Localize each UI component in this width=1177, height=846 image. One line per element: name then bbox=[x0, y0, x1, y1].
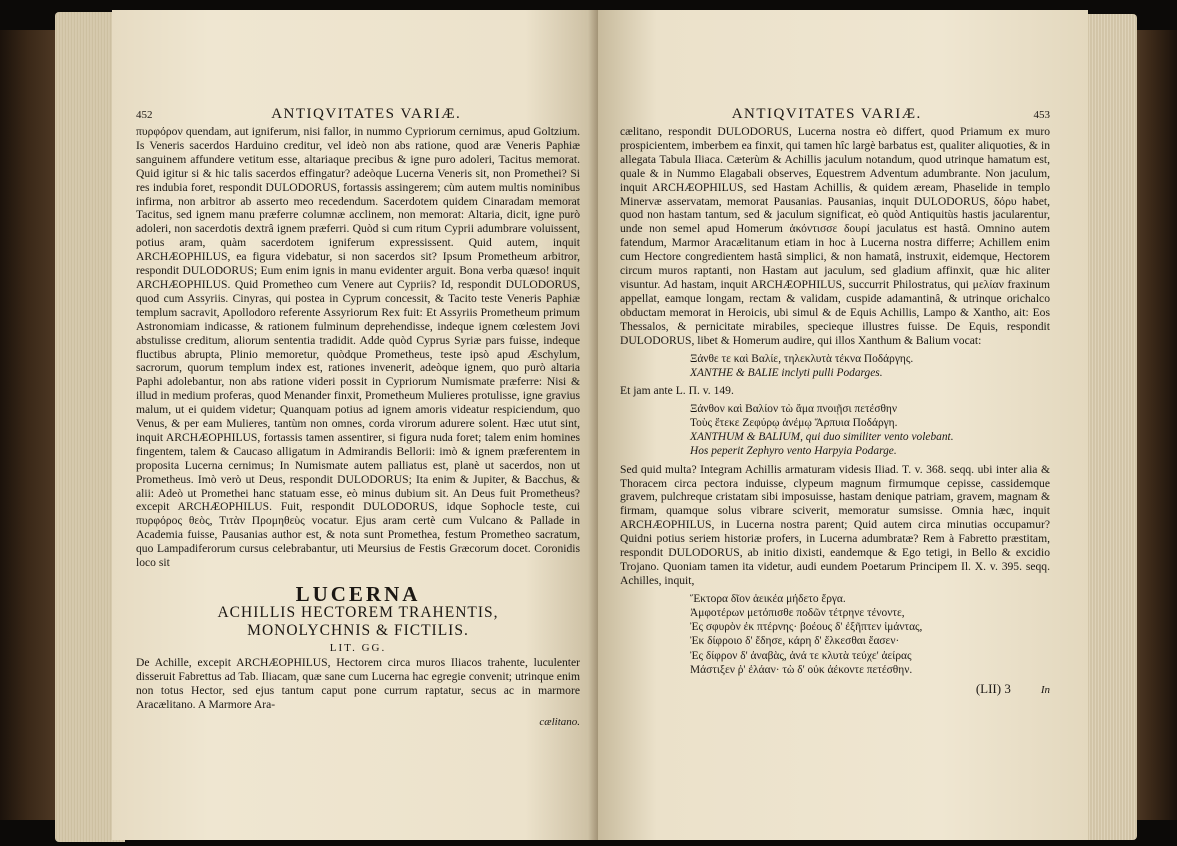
section-heading bbox=[136, 584, 580, 656]
verse-1-greek: Ξάνθε τε καὶ Βαλίε, τηλεκλυτὰ τέκνα Ποδάργης. bbox=[690, 352, 914, 365]
right-paragraph-1: cælitano, respondit DULODORUS, Lucerna nostra eò differt, quod Priamum ex muro prospicientem, imberbem ea finxit, qui tamen hîc largè barbatus est, qualiter aliquoties, & in allegata Tabula Iliaca. Cæterùm & Achillis jaculum notandum, quod utrinque hamatum est, quale & in Nummo Elagabali observes, Equestrem Adventum adumbrante. Non jaculum, inquit ARCHÆOPHILUS, sed Hastam Achillis, & quidem æream, Phaselide in templo Minervæ asservatam, memorat Pausanias. Pausanias, inquit DULODORUS, δόρυ habet, quod non hastam tantum, sed & jaculum significat, eò quòd Antiquitùs hastis jacularentur, unde non semel apud Homerum ἀκόντισσε δουρί jaculatus est hastâ. Omnino autem fatendum, Marmor Aracælitanum etiam in hoc à Lucerna nostra differre; Achillem enim cum Hectore congredientem hastâ simplici, & non hamatâ, instruxit, eidemque, Hectorem circum muros raptanti, non Hastam aut jaculum, sed gladium affinxit, quæ hic aliter visuntur. Ad hastam, inquit ARCHÆOPHILUS, succurrit Philostratus, qui μελίαν fraxinum appellat, eamque longam, rectam & validam, cuspide adamantinâ, & utrinque orichalco obductam memorat in Heroicis, ubi simul & de Equis Achillis, Lampo & Xantho, ait: Eos Thessalos, & pernicitate mirabiles, specieque illustres fuisse. De Equis, respondit DULODORUS, libet & Homerum audire, qui illos Xanthum & Balium vocat: bbox=[620, 125, 1050, 347]
heading-lit: LIT. GG. bbox=[329, 642, 387, 654]
right-running-title: ANTIQVITATES VARIÆ. bbox=[731, 106, 922, 122]
verse-2-greek-1: Ξάνθον καὶ Βαλίον τὼ ἅμα πνοιῇσι πετέσθην bbox=[690, 402, 898, 415]
left-catchword: cælitano. bbox=[539, 715, 580, 728]
left-running-head bbox=[136, 106, 580, 123]
right-paragraph-2: Sed quid multa? Integram Achillis armaturam videsis Iliad. T. v. 368. seqq. ubi inter alia & Thoracem circa pectora induisse, clypeum magnum firmumque cepisse, cassidemque gravem, pulchreque cristatam sibi imposuisse, hastam denique patriam, gravem, magnam & firmam, quamque solus vibrare sciverit, memoratur sumsisse. Omnia hæc, inquit ARCHÆOPHILUS, in Lucerna nostra parent; Quid autem circa minutias occupamur? Quidni potius seriem historiæ profers, in Lucerna adumbratæ? Rem à Fabretto præstitam, respondit DULODORUS, ab initio dixisti, eandemque & Ego tetigi, in Bello & excidio Trojano. Quoniam tamen ita videtur, audi eundem Poetarum Principem Il. X. v. 395. seqq. Achilles, inquit, bbox=[620, 462, 1050, 587]
right-page bbox=[598, 10, 1088, 840]
left-paragraph-1: πυρφόρον quendam, aut igniferum, nisi fallor, in nummo Cypriorum cernimus, apud Goltzium. Is Veneris sacerdos Harduino creditur, vel ideò non abs ratione, quod aræ Veneris Paphiæ sanguinem affundere vetitum esse, altariaque precibus & igne puro adoleri, Tacitus memorat. Quid igitur si & hic talis sacerdos effingatur? adeòque Lucerna Veneris sit, non Promethei? Si res indubia foret, respondit DULODORUS, fortassis assingerem; cùm autem multis nominibus infirma, non arbitror ab asserto meo recedendum. Sacerdotem quidem Cinaradam memorat Tacitus, sed ignem manu præferre columnæ acclinem, non memorat: Altaria, dicit, igne purò adoleri, non sacerdotis dextrâ ignem præferri. Quòd si cum ritum Cyprii adumbrare voluissent, potius aram, quàm sacerdotem igniferum expressissent. Quid autem, inquit ARCHÆOPHILUS, ea figura videbatur, si non sacerdos sit? Ipsum Prometheum arbitror, respondit DULODORUS; Eum enim ignis in manu evidenter arguit. Bona verba quæso! inquit ARCHÆOPHILUS. Quid Prometheo cum Venere aut Cypriis? Id, respondit DULODORUS, quod cum Assyriis. Cinyras, qui postea in Cyprum concessit, & Tacito teste Veneris Paphiæ templum sacravit, Apollodoro referente Assyriorum Rex fuit: Et Assyriis Prometheum primum Astronomiam indicasse, & rationem fulminum deprehendisse, indeque ignem cœlestem Jovi abstulisse creditum, aliorum sententia tradidit. Adde quòd Cyprus Syriæ pars fuisse, indeque fluctibus abrupta, Plinio memoretur, quòdque Prometheus, teste ipsò apud Æschylum, sacrorum, quorum templum index est, rationes invenerit, adeòque ignem, quo purò altaria Paphi adolebantur, non abs ratione videri possit in Cypriorum Numismate præferre: Nisi & illud in medium proferas, quod Menander finxit, Prometheum Mulieres protulisse, igne gravius malum, ut ei quidem videtur; Quanquam potius ad ignem amoris videatur respiciendum, quo Venus, & per eam Mulieres, tantùm non omnes, corda virorum adurere solent. Hæc utut sint, inquit ARCHÆOPHILUS, fortassis tamen assentirer, si figura nuda foret; talem enim homines fingentem, talem & Caucaso alligatum in Admirandis Bellorii: imò & ignem præferentem in proposita Lucerna cernimus; In Numismate autem palliatus est, planè ut sacerdos, non ut Prometheus. Imò verò ut Deus, respondit DULODORUS; Ita enim & Jupiter, & Bacchus, & alii: Adeò ut Promethei hanc statuam esse, eò minus dubium sit. An Deus fuit Prometheus? excepit ARCHÆOPHILUS. Fuit, respondit DULODORUS, idque Sophocle teste, cui πυρφόρος θεὸς, Τιτὰν Προμηθεὺς vocatur. Ejus aram certè cum Vulcano & Pallade in Academia fuisse, Pausanias author est, & nota sunt Promethea, festum Prometheo sacratum, quo Lampadiferorum cursus celebrabantur, uti Meursius de Festis Græcorum docet. Coronidis loco sit bbox=[136, 125, 580, 570]
greek-line: Ἀμφοτέρων μετόπισθε ποδῶν τέτρηνε τένοντε, bbox=[690, 606, 905, 619]
verse-block-2 bbox=[690, 402, 1050, 459]
signature-mark: (LII) 3 bbox=[975, 681, 1011, 696]
right-catchword: In bbox=[1040, 684, 1050, 696]
left-page bbox=[112, 10, 598, 840]
greek-line: Ἐκ δίφροιο δ' ἔδησε, κάρη δ' ἕλκεσθαι ἔασεν· bbox=[690, 635, 900, 648]
verse-2-latin-1: XANTHUM & BALIUM, qui duo similiter vento volebant. bbox=[690, 431, 954, 444]
citation-1: Et jam ante L. Π. v. 149. bbox=[620, 383, 734, 397]
verse-1-latin: XANTHE & BALIE inclyti pulli Podarges. bbox=[690, 366, 883, 379]
verse-2-latin-2: Hos peperit Zephyro vento Harpyia Podarge. bbox=[690, 445, 897, 458]
left-page-number: 452 bbox=[136, 109, 153, 121]
verse-2-greek-2: Τοὺς ἔτεκε Ζεφύρῳ ἀνέμῳ Ἅρπυια Ποδάργη. bbox=[690, 417, 898, 430]
left-running-title: ANTIQVITATES VARIÆ. bbox=[271, 106, 462, 122]
greek-quotation bbox=[690, 592, 1050, 677]
right-page-number: 453 bbox=[1033, 109, 1050, 121]
heading-lucerna: LUCERNA bbox=[295, 582, 421, 606]
greek-line: Ἕκτορα δῖον ἀεικέα μήδετο ἔργα. bbox=[690, 592, 846, 605]
greek-line: Ἐς δίφρον δ' ἀναβὰς, ἀνά τε κλυτὰ τεύχε' ἀείρας bbox=[690, 649, 912, 662]
greek-line: Ἐς σφυρὸν ἐκ πτέρνης· βοέους δ' ἐξῆπτεν ἱμάντας, bbox=[690, 621, 923, 634]
verse-block-1 bbox=[690, 352, 1050, 380]
greek-line: Μάστιξεν ῥ' ἐλάαν· τὼ δ' οὐκ ἀέκοντε πετέσθην. bbox=[690, 663, 913, 676]
heading-achillis: ACHILLIS HECTOREM TRAHENTIS, bbox=[217, 604, 499, 621]
left-paragraph-2: De Achille, excepit ARCHÆOPHILUS, Hectorem circa muros Iliacos trahente, luculenter disseruit Fabrettus ad Tab. Iliacam, quæ sane cum Lucerna hac egregie convenit; utrinque enim non totus Hector, sed ejus tantum caput pone currum raptatur, secus ac in marmore Aracælitano. A Marmore Ara- bbox=[136, 656, 580, 711]
right-running-head bbox=[620, 106, 1050, 123]
heading-monolychnis: MONOLYCHNIS & FICTILIS. bbox=[247, 622, 469, 639]
